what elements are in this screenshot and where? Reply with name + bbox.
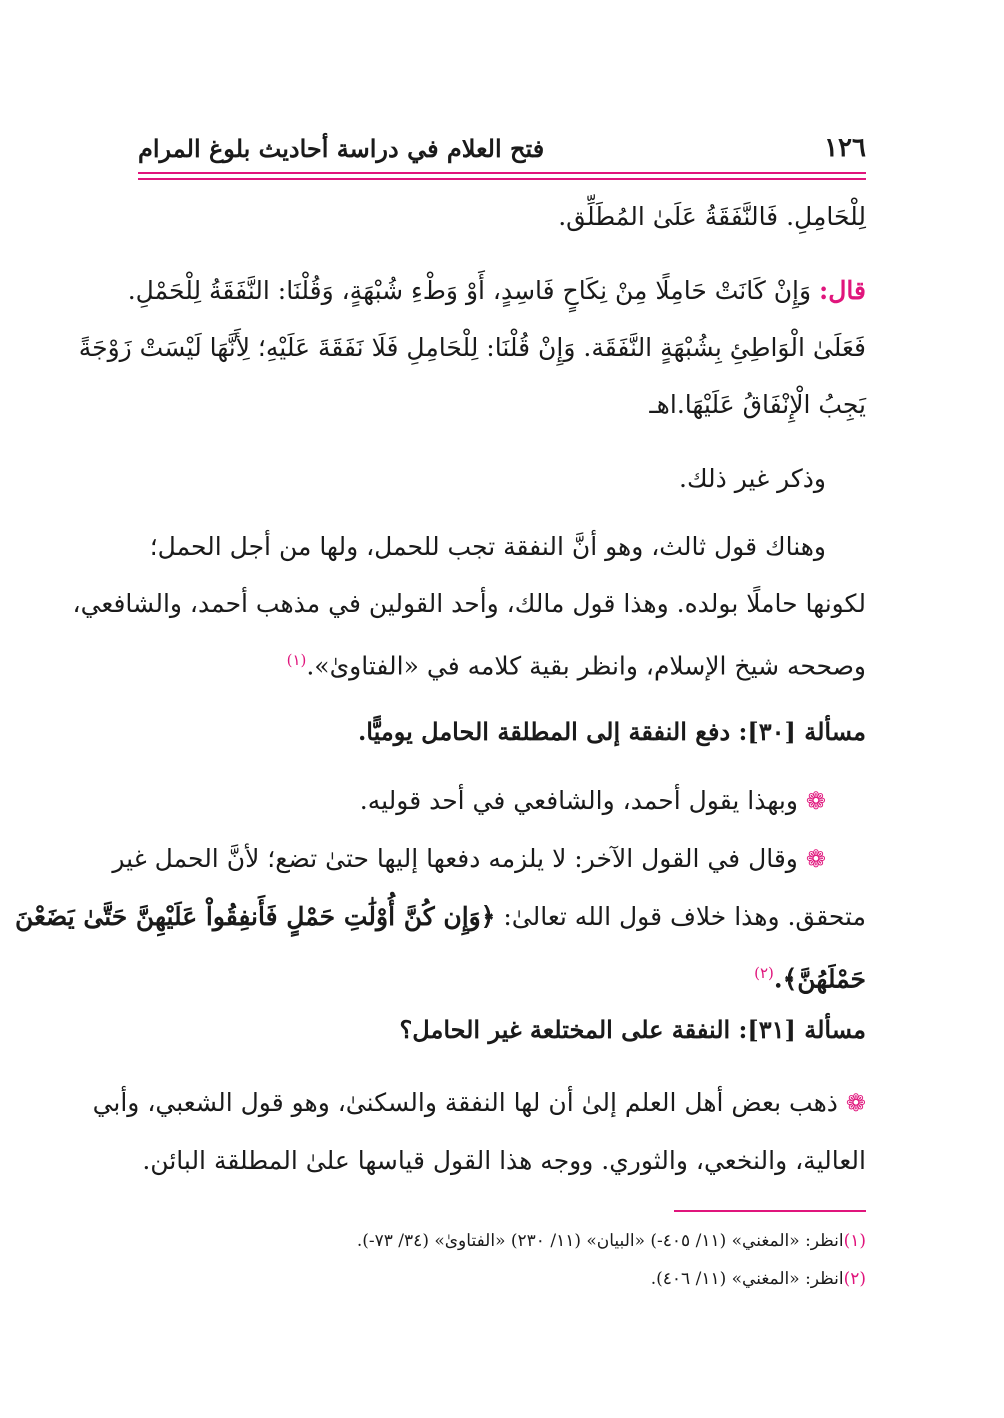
- text-line: يَجِبُ الْإِنْفَاقُ عَلَيْهَا.اهـ: [649, 390, 866, 419]
- quoted-paragraph: [78, 262, 866, 433]
- footnote-ref: (١): [286, 651, 307, 669]
- paragraph-continuation: [138, 188, 866, 245]
- bullet-paragraph: [138, 772, 866, 830]
- text-line: [112, 830, 866, 888]
- text-line: لِلْحَامِلِ. فَالنَّفَقَةُ عَلَىٰ المُطَلِّق.: [558, 202, 866, 231]
- footnote-text: انظر: «المغني» (١١/ ٤٠٦).: [650, 1269, 844, 1289]
- issue-heading: [138, 1010, 866, 1050]
- text-line: [138, 772, 866, 830]
- text-line: العالية، والنخعي، والثوري. ووجه هذا القول قياسها علىٰ المطلقة البائن.: [142, 1146, 866, 1175]
- footnote-text: انظر: «المغني» (١١/ ٤٠٥-) «البيان» (١١/ ٢٣٠) «الفتاوىٰ» (٣٤/ ٧٣-).: [356, 1231, 844, 1251]
- footnote-ref: (٢): [754, 964, 774, 982]
- bullet-text: ذهب بعض أهل العلم إلىٰ أن لها النفقة والسكنىٰ، وهو قول الشعبي، وأبي: [92, 1088, 838, 1117]
- line-text: وصححه شيخ الإسلام، وانظر بقية كلامه في «الفتاوىٰ».: [306, 651, 866, 681]
- flower-bullet-icon: ❁: [845, 1089, 866, 1117]
- book-title: فتح العلام في دراسة أحاديث بلوغ المرام: [138, 133, 545, 163]
- issue-31-title: مسألة [٣١]: النفقة على المختلعة غير الحامل؟: [399, 1015, 866, 1044]
- header-rule-top: [138, 172, 866, 174]
- issue-30-title: مسألة [٣٠]: دفع النفقة إلى المطلقة الحامل يوميًّا.: [357, 717, 866, 746]
- flower-bullet-icon: ❁: [805, 845, 826, 873]
- qal-label: قال:: [819, 276, 866, 305]
- line-text: متحقق. وهذا خلاف قول الله تعالىٰ:: [503, 902, 866, 931]
- bullet-text: وبهذا يقول أحمد، والشافعي في أحد قوليه.: [359, 786, 798, 815]
- text-line: وذكر غير ذلك.: [679, 464, 826, 493]
- quote-text: وَإِنْ كَانَتْ حَامِلًا مِنْ نِكَاحٍ فَاسِدٍ، أَوْ وَطْءِ شُبْهَةٍ، وَقُلْنَا: النَّفَقَةُ لِلْحَمْلِ.: [127, 276, 812, 305]
- text-line: فَعَلَىٰ الْوَاطِئِ بِشُبْهَةٍ النَّفَقَة. وَإِنْ قُلْنَا: لِلْحَامِلِ فَلَا نَفَقَةَ عَلَيْهِ؛ لِأَنَّهَا لَيْسَتْ زَوْجَةً: [78, 333, 866, 362]
- text-line: [92, 1074, 866, 1132]
- page-number: ١٢٦: [824, 133, 866, 163]
- header-rule-bottom: [138, 178, 866, 180]
- flower-bullet-icon: ❁: [805, 787, 826, 815]
- bullet-paragraph: [14, 830, 866, 1007]
- running-header: [138, 128, 866, 168]
- quran-verse-end: حَمْلَهُنَّ﴾.: [773, 964, 866, 994]
- footnote-separator: [674, 1210, 866, 1212]
- text-line: [138, 632, 866, 694]
- footnote: [138, 1260, 866, 1298]
- footnote-number: (٢): [843, 1269, 866, 1289]
- text-line: لكونها حاملًا بولده. وهذا قول مالك، وأحد القولين في مذهب أحمد، والشافعي،: [72, 589, 866, 618]
- text-line: [138, 945, 866, 1007]
- footnotes: [138, 1222, 866, 1298]
- footnote-number: (١): [843, 1231, 866, 1251]
- text-line: وهناك قول ثالث، وهو أنَّ النفقة تجب للحمل، ولها من أجل الحمل؛: [149, 532, 826, 561]
- text-line: [127, 262, 866, 319]
- paragraph: [72, 518, 866, 694]
- bullet-paragraph: [92, 1074, 866, 1189]
- quran-verse: ﴿وَإِن كُنَّ أُوْلَٰتِ حَمْلٍ فَأَنفِقُواْ عَلَيْهِنَّ حَتَّىٰ يَضَعْنَ: [14, 902, 496, 931]
- text-line: [14, 888, 866, 945]
- issue-heading: [138, 712, 866, 752]
- footnote: [138, 1222, 866, 1260]
- bullet-text: وقال في القول الآخر: لا يلزمه دفعها إليها حتىٰ تضع؛ لأنَّ الحمل غير: [112, 844, 798, 873]
- paragraph: [138, 450, 866, 507]
